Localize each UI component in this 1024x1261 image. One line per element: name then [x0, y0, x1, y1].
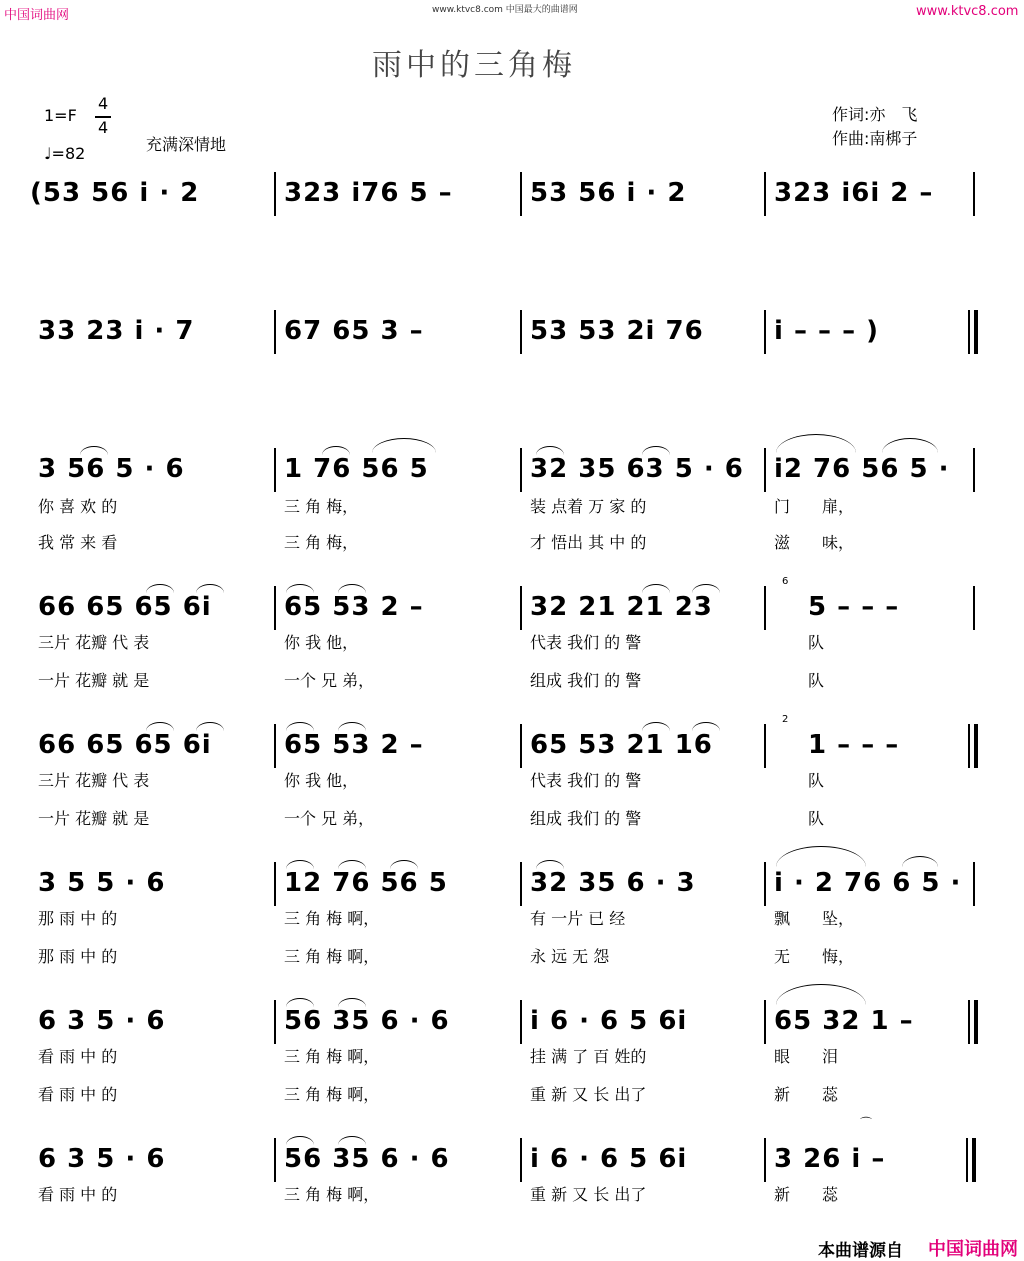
repeat-end — [974, 1000, 978, 1044]
measure: 65 53 2 – — [284, 730, 424, 760]
song-title: 雨中的三角梅 — [372, 48, 576, 83]
barline — [274, 310, 276, 354]
lyric: 重 新 又 长 出了 — [530, 1185, 647, 1204]
measure: 56 35 6 · 6 — [284, 1144, 450, 1174]
barline — [274, 172, 276, 216]
lyric: 那 雨 中 的 — [38, 909, 118, 928]
volta-number: 2 — [782, 714, 789, 725]
expression-mark: 充满深情地 — [146, 135, 227, 154]
measure: 323 i6i 2 – — [774, 178, 934, 208]
lyric: 一片 花瓣 就 是 — [38, 671, 150, 690]
lyric: 看 雨 中 的 — [38, 1185, 118, 1204]
measure: 6 3 5 · 6 — [38, 1144, 166, 1174]
lyric: 三 角 梅 啊， — [284, 1047, 380, 1066]
lyric: 三 角 梅 啊， — [284, 909, 380, 928]
lyric: 门 扉， — [774, 497, 855, 516]
barline — [764, 172, 766, 216]
lyric: 代表 我们 的 警 — [530, 633, 642, 652]
lyric: 组成 我们 的 警 — [530, 809, 642, 828]
barline — [764, 1000, 766, 1044]
measure: 65 53 21 16 — [530, 730, 713, 760]
lyric: 看 雨 中 的 — [38, 1085, 118, 1104]
barline — [764, 724, 766, 768]
barline — [520, 172, 522, 216]
fermata-icon: ⌒ — [860, 1116, 873, 1130]
lyric: 队 — [808, 671, 825, 690]
lyricist-credit: 作词:亦 飞 — [832, 105, 918, 124]
measure: 1 – – – — [808, 730, 900, 760]
lyric: 无 悔， — [774, 947, 855, 966]
barline — [520, 448, 522, 492]
lyric: 我 常 来 看 — [38, 533, 118, 552]
measure: 65 53 2 – — [284, 592, 424, 622]
barline — [764, 862, 766, 906]
tempo-mark: ♩=82 — [44, 144, 86, 163]
barline — [274, 586, 276, 630]
lyric: 那 雨 中 的 — [38, 947, 118, 966]
barline — [274, 448, 276, 492]
time-signature-top: 4 — [98, 94, 109, 113]
barline — [973, 862, 975, 906]
barline — [764, 310, 766, 354]
measure: 1 76 56 5 — [284, 454, 429, 484]
measure: 56 35 6 · 6 — [284, 1006, 450, 1036]
barline — [520, 862, 522, 906]
measure: 66 65 65 6i — [38, 592, 212, 622]
watermark-top-left: 中国词曲网 — [4, 8, 70, 23]
barline — [274, 862, 276, 906]
lyric: 一片 花瓣 就 是 — [38, 809, 150, 828]
lyric: 挂 满 了 百 姓的 — [530, 1047, 647, 1066]
barline — [764, 586, 766, 630]
measure: 5 – – – — [808, 592, 900, 622]
measure: 12 76 56 5 — [284, 868, 448, 898]
lyric: 队 — [808, 809, 825, 828]
final-barline — [972, 1138, 976, 1182]
barline — [520, 586, 522, 630]
barline — [973, 172, 975, 216]
measure: 3 26 i – — [774, 1144, 886, 1174]
lyric: 飘 坠， — [774, 909, 855, 928]
measure: 3 5 5 · 6 — [38, 868, 166, 898]
lyric: 代表 我们 的 警 — [530, 771, 642, 790]
barline — [966, 1138, 968, 1182]
barline — [968, 724, 970, 768]
barline — [968, 310, 970, 354]
time-signature-bottom: 4 — [98, 118, 109, 137]
watermark-top-right: www.ktvc8.com — [916, 4, 1019, 19]
barline — [274, 1138, 276, 1182]
lyric: 你 喜 欢 的 — [38, 497, 118, 516]
lyric: 才 悟出 其 中 的 — [530, 533, 647, 552]
watermark-top-center: www.ktvc8.com 中国最大的曲谱网 — [432, 5, 578, 15]
lyric: 三 角 梅 啊， — [284, 1085, 380, 1104]
lyric: 三 角 梅， — [284, 497, 359, 516]
lyric: 队 — [808, 633, 825, 652]
key-signature: 1=F — [44, 106, 77, 125]
measure: i 6 · 6 5 6i — [530, 1006, 688, 1036]
measure: 67 65 3 – — [284, 316, 424, 346]
lyric: 一个 兄 弟， — [284, 809, 375, 828]
lyric: 新 蕊 — [774, 1185, 839, 1204]
measure: i · 2 76 6 5 · — [774, 868, 962, 898]
lyric: 三 角 梅 啊， — [284, 1185, 380, 1204]
barline — [274, 1000, 276, 1044]
measure: 32 35 6 · 3 — [530, 868, 696, 898]
lyric: 你 我 他， — [284, 633, 359, 652]
footer-source-label: 本曲谱源自 — [818, 1241, 903, 1261]
lyric: 三 角 梅 啊， — [284, 947, 380, 966]
measure: 53 53 2i 76 — [530, 316, 704, 346]
lyric: 看 雨 中 的 — [38, 1047, 118, 1066]
barline — [764, 1138, 766, 1182]
lyric: 队 — [808, 771, 825, 790]
slur — [882, 438, 938, 453]
measure: i2 76 56 5 · — [774, 454, 950, 484]
barline — [520, 1138, 522, 1182]
barline — [764, 448, 766, 492]
lyric: 永 远 无 怨 — [530, 947, 610, 966]
measure: i 6 · 6 5 6i — [530, 1144, 688, 1174]
lyric: 有 一片 已 经 — [530, 909, 626, 928]
measure: 33 23 i · 7 — [38, 316, 195, 346]
barline — [973, 448, 975, 492]
barline — [968, 1000, 970, 1044]
composer-credit: 作曲:南梆子 — [832, 129, 918, 148]
repeat-end — [974, 724, 978, 768]
barline — [520, 1000, 522, 1044]
measure: 323 i76 5 – — [284, 178, 453, 208]
measure: 65 32 1 – — [774, 1006, 914, 1036]
lyric: 新 蕊 — [774, 1085, 839, 1104]
measure: i – – – ) — [774, 316, 880, 346]
measure: 66 65 65 6i — [38, 730, 212, 760]
lyric: 眼 泪 — [774, 1047, 839, 1066]
lyric: 三片 花瓣 代 表 — [38, 633, 150, 652]
slur — [776, 846, 866, 867]
barline — [274, 724, 276, 768]
measure: (53 56 i · 2 — [30, 178, 200, 208]
lyric: 重 新 又 长 出了 — [530, 1085, 647, 1104]
measure: 32 21 21 23 — [530, 592, 713, 622]
measure: 32 35 63 5 · 6 — [530, 454, 744, 484]
lyric: 滋 味， — [774, 533, 855, 552]
measure: 6 3 5 · 6 — [38, 1006, 166, 1036]
lyric: 组成 我们 的 警 — [530, 671, 642, 690]
barline — [520, 724, 522, 768]
slur — [372, 438, 436, 453]
volta-number: 6 — [782, 576, 789, 587]
lyric: 你 我 他， — [284, 771, 359, 790]
slur — [902, 856, 938, 867]
measure: 53 56 i · 2 — [530, 178, 687, 208]
footer-site-name: 中国词曲网 — [928, 1239, 1018, 1260]
slur — [776, 434, 856, 453]
lyric: 三片 花瓣 代 表 — [38, 771, 150, 790]
barline — [520, 310, 522, 354]
lyric: 一个 兄 弟， — [284, 671, 375, 690]
lyric: 装 点着 万 家 的 — [530, 497, 647, 516]
lyric: 三 角 梅， — [284, 533, 359, 552]
barline — [973, 586, 975, 630]
slur — [776, 984, 866, 1005]
repeat-start — [974, 310, 978, 354]
measure: 3 56 5 · 6 — [38, 454, 185, 484]
